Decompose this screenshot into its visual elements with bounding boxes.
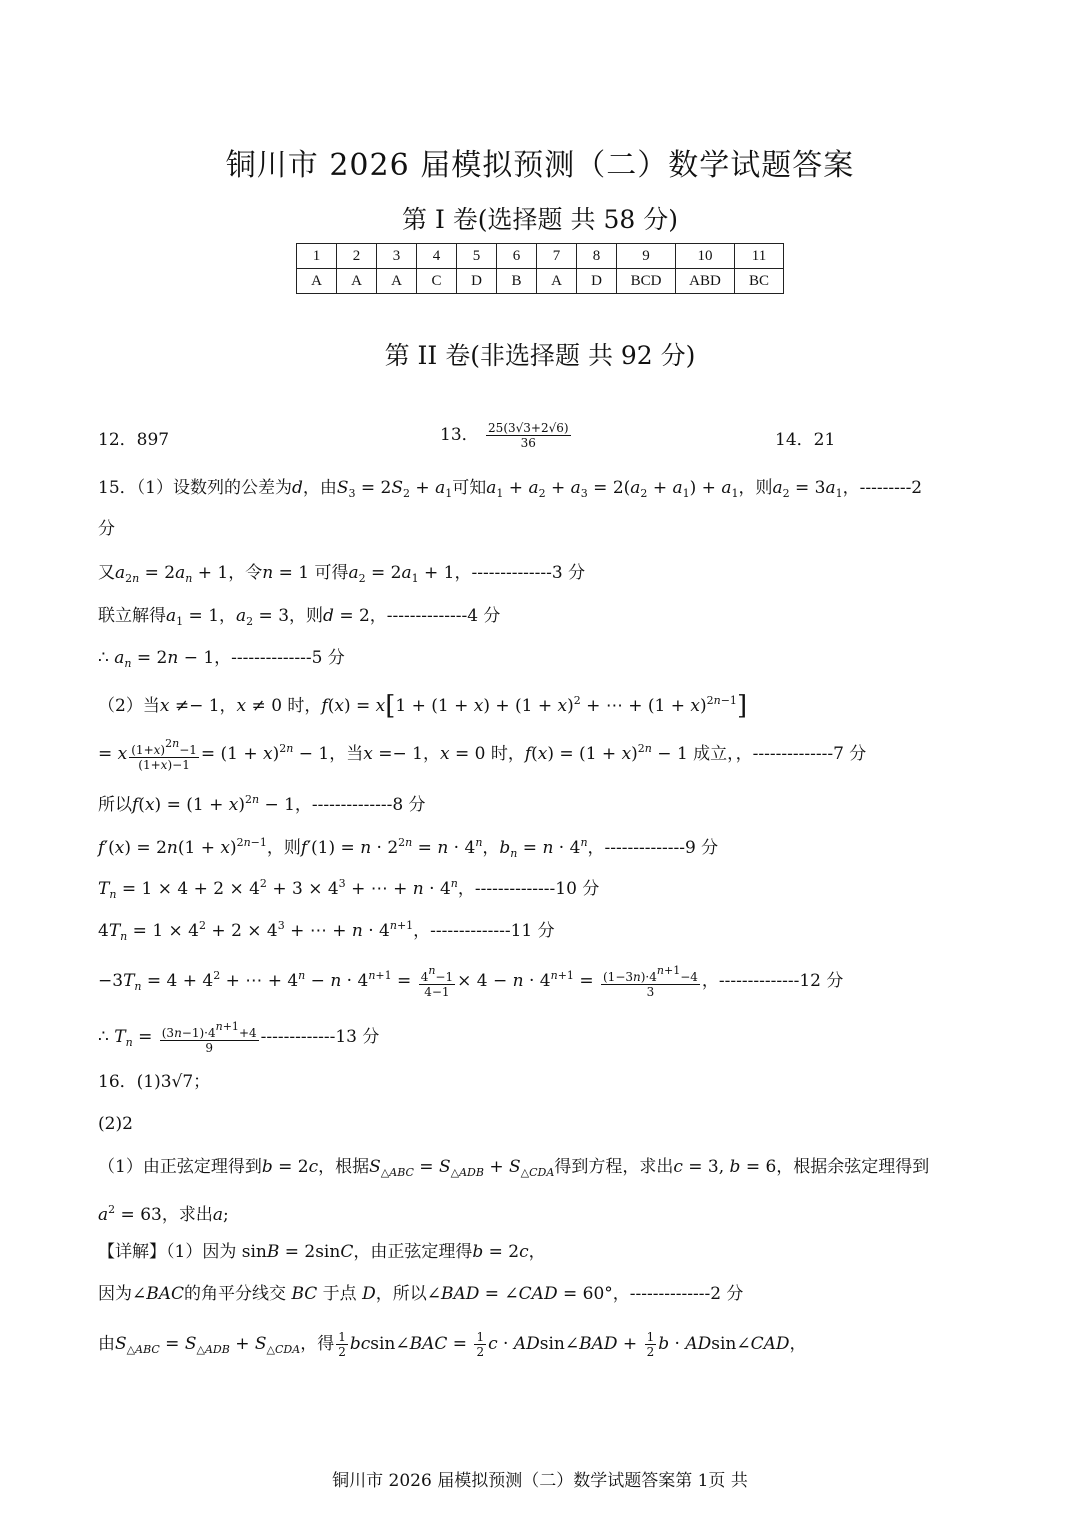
answer-cell: A — [537, 269, 577, 294]
fraction-numerator: 25(3√3+2√6) — [488, 421, 569, 435]
score-marker: --------------10 分 — [474, 879, 600, 899]
question-number: 6 — [497, 244, 537, 269]
q16-detail-2: 因为∠BAC的角平分线交 BC 于点 D，所以∠BAD = ∠CAD = 60°，--------------2 分 — [98, 1284, 744, 1304]
part1-heading: 第 I 卷(选择题 共 58 分) — [402, 205, 678, 234]
answer-cell: ABD — [676, 269, 735, 294]
question-number: 1 — [297, 244, 337, 269]
q15-part2-step-8: ∴ $T_n$ = $\frac{(3n-1)\cdot 4^{n+1}+4}{9}$ -------------13 分 — [98, 1020, 380, 1055]
q16-analysis-2: $a^2 = 63$，求出a; — [98, 1203, 229, 1225]
formula-fraction: $\frac{1}{2}$ — [646, 1330, 655, 1359]
formula-fraction: $\frac{(1-3n)\cdot 4^{n+1}-4}{3}$ — [603, 964, 698, 999]
question-number: 10 — [676, 244, 735, 269]
answer-cell: C — [417, 269, 457, 294]
q15-step-2: 又$a_{2n} = 2a_n + 1$，令n = 1 可得$a_2 = 2a_1 + 1$，--------------3 分 — [98, 563, 586, 585]
question-number: 5 — [457, 244, 497, 269]
answer-12: 12．897 — [98, 430, 170, 450]
formula-fraction: $\frac{1}{2}$ — [338, 1330, 346, 1359]
score-marker: --------------7 分 — [752, 744, 867, 764]
question-number-row — [297, 244, 784, 269]
question-number: 2 — [337, 244, 377, 269]
answer-cell: A — [297, 269, 337, 294]
answer-row — [297, 269, 784, 294]
q15-part2-step-3: 所以$f(x) = (1 + x)^{2n} - 1$，--------------8 分 — [98, 793, 426, 815]
question-number: 3 — [377, 244, 417, 269]
detail-label: 【详解】 — [98, 1242, 166, 1262]
score-marker: ---------2 — [859, 478, 923, 498]
score-marker: --------------8 分 — [311, 795, 426, 815]
answer-cell: D — [457, 269, 497, 294]
part2-heading: 第 II 卷(非选择题 共 92 分) — [384, 341, 696, 370]
answer-16-part2: (2)2 — [98, 1114, 133, 1134]
q15-part2-step-2: = x $\frac{(1+x)^{2n}-1}{(1+x)-1}$ = $(1 + x)^{2n} - 1$，当x =− 1，x = 0 时，$f(x) = (1 + x)^{2n} - 1$ 成立，，--------------7 分 — [98, 737, 867, 772]
answer-cell: D — [577, 269, 617, 294]
q15-part2-step-1: （2）当x ≠− 1，x ≠ 0 时，$f(x) = x[1 + (1 + x) + (1 + x)^2$ + ⋯ + $(1 + x)^{2n-1}$] — [98, 691, 748, 721]
analysis-lead: （1）由正弦定理得到 — [98, 1157, 262, 1177]
answer-cell: B — [497, 269, 537, 294]
score-marker: --------------5 分 — [231, 648, 345, 668]
answer-16-part1: 16．(1)3√7； — [98, 1072, 211, 1092]
question-number: 8 — [577, 244, 617, 269]
fraction-denominator: 36 — [520, 436, 536, 450]
score-marker: --------------11 分 — [430, 921, 555, 941]
q16-analysis-1: （1）由正弦定理得到b = 2c，根据$S_{\triangle ABC} = S_{\triangle ADB} + S_{\triangle CDA}$得到方程，求出c = 3, b = 6，根据余弦定理得到 — [98, 1157, 930, 1179]
question-number: 7 — [537, 244, 577, 269]
page-title: 铜川市 2026 届模拟预测（二）数学试题答案 — [225, 148, 855, 183]
answer-cell: BCD — [617, 269, 676, 294]
q15-score-unit: 分 — [98, 519, 115, 539]
answer-cell: BC — [735, 269, 784, 294]
q16-detail-1: 【详解】（1）因为 sinB = 2sinC，由正弦定理得b = 2c， — [98, 1242, 546, 1262]
q15-step-3: 联立解得$a_1 = 1$，$a_2 = 3$，则d = 2，--------------4 分 — [98, 606, 501, 628]
q15-part2-step-5: $T_n = 1 \times 4 + 2 \times 4^2 + 3 \times 4^3$ + ⋯ + $n \cdot 4^n$，--------------10 分 — [98, 877, 600, 901]
score-marker: -------------13 分 — [260, 1027, 380, 1047]
score-marker: --------------2 分 — [629, 1284, 744, 1304]
page-footer: 铜川市 2026 届模拟预测（二）数学试题答案第 1页 共 — [332, 1471, 748, 1491]
q15-step-4: ∴ $a_n = 2n - 1$，--------------5 分 — [98, 648, 345, 670]
score-marker: --------------4 分 — [386, 606, 501, 626]
score-marker: --------------12 分 — [718, 971, 844, 991]
score-marker: --------------3 分 — [471, 563, 586, 583]
formula-fraction: $\frac{(3n-1)\cdot 4^{n+1}+4}{9}$ — [161, 1020, 257, 1055]
q15-part2-step-4: $f'(x) = 2n(1 + x)^{2n-1}$，则$f'(1) = n \cdot 2^{2n} = n \cdot 4^n$，$b_n = n \cdot 4^n$，--------------9 分 — [98, 836, 719, 860]
answer-13 — [440, 421, 573, 450]
q15-part2-step-6: $4T_n = 1 \times 4^2 + 2 \times 4^3$ + ⋯ + $n \cdot 4^{n+1}$，--------------11 分 — [98, 919, 555, 943]
question-number: 11 — [735, 244, 784, 269]
answer-13-fraction — [486, 421, 571, 450]
question-number: 4 — [417, 244, 457, 269]
formula-fraction: $\frac{(1+x)^{2n}-1}{(1+x)-1}$ — [131, 737, 197, 772]
answer-cell: A — [337, 269, 377, 294]
q16-detail-3: 由$S_{\triangle ABC} = S_{\triangle ADB} + S_{\triangle CDA}$，得 $\frac{1}{2}$ bcsin∠BAC = $\frac{1}{2}$ c · ADsin∠BAD + $\frac{1}{2}$ b · ADsin∠CAD， — [98, 1330, 807, 1359]
formula-fraction: $\frac{4^n-1}{4-1}$ — [420, 964, 454, 999]
answer-table — [296, 243, 784, 294]
question-number: 9 — [617, 244, 676, 269]
answer-13-label: 13． — [440, 425, 479, 445]
q15-step-1: 15．（1）设数列的公差为d，由$S_3 = 2S_2 + a_1$可知$a_1 + a_2 + a_3 = 2(a_2 + a_1) + a_1$，则$a_2 = 3a_1$，---------2 — [98, 478, 923, 500]
answer-cell: A — [377, 269, 417, 294]
score-marker: --------------9 分 — [604, 838, 719, 858]
answer-14: 14．21 — [775, 430, 836, 450]
formula-fraction: $\frac{1}{2}$ — [476, 1330, 485, 1359]
q15-part2-step-7: $-3T_n = 4 + 4^2$ + ⋯ + $4^n - n \cdot 4^{n+1}$ = $\frac{4^n-1}{4-1}$ × $4 - n \cdot 4^{n+1}$ = $\frac{(1-3n)\cdot 4^{n+1}-4}{3}$ ，--------------12 分 — [98, 964, 844, 999]
